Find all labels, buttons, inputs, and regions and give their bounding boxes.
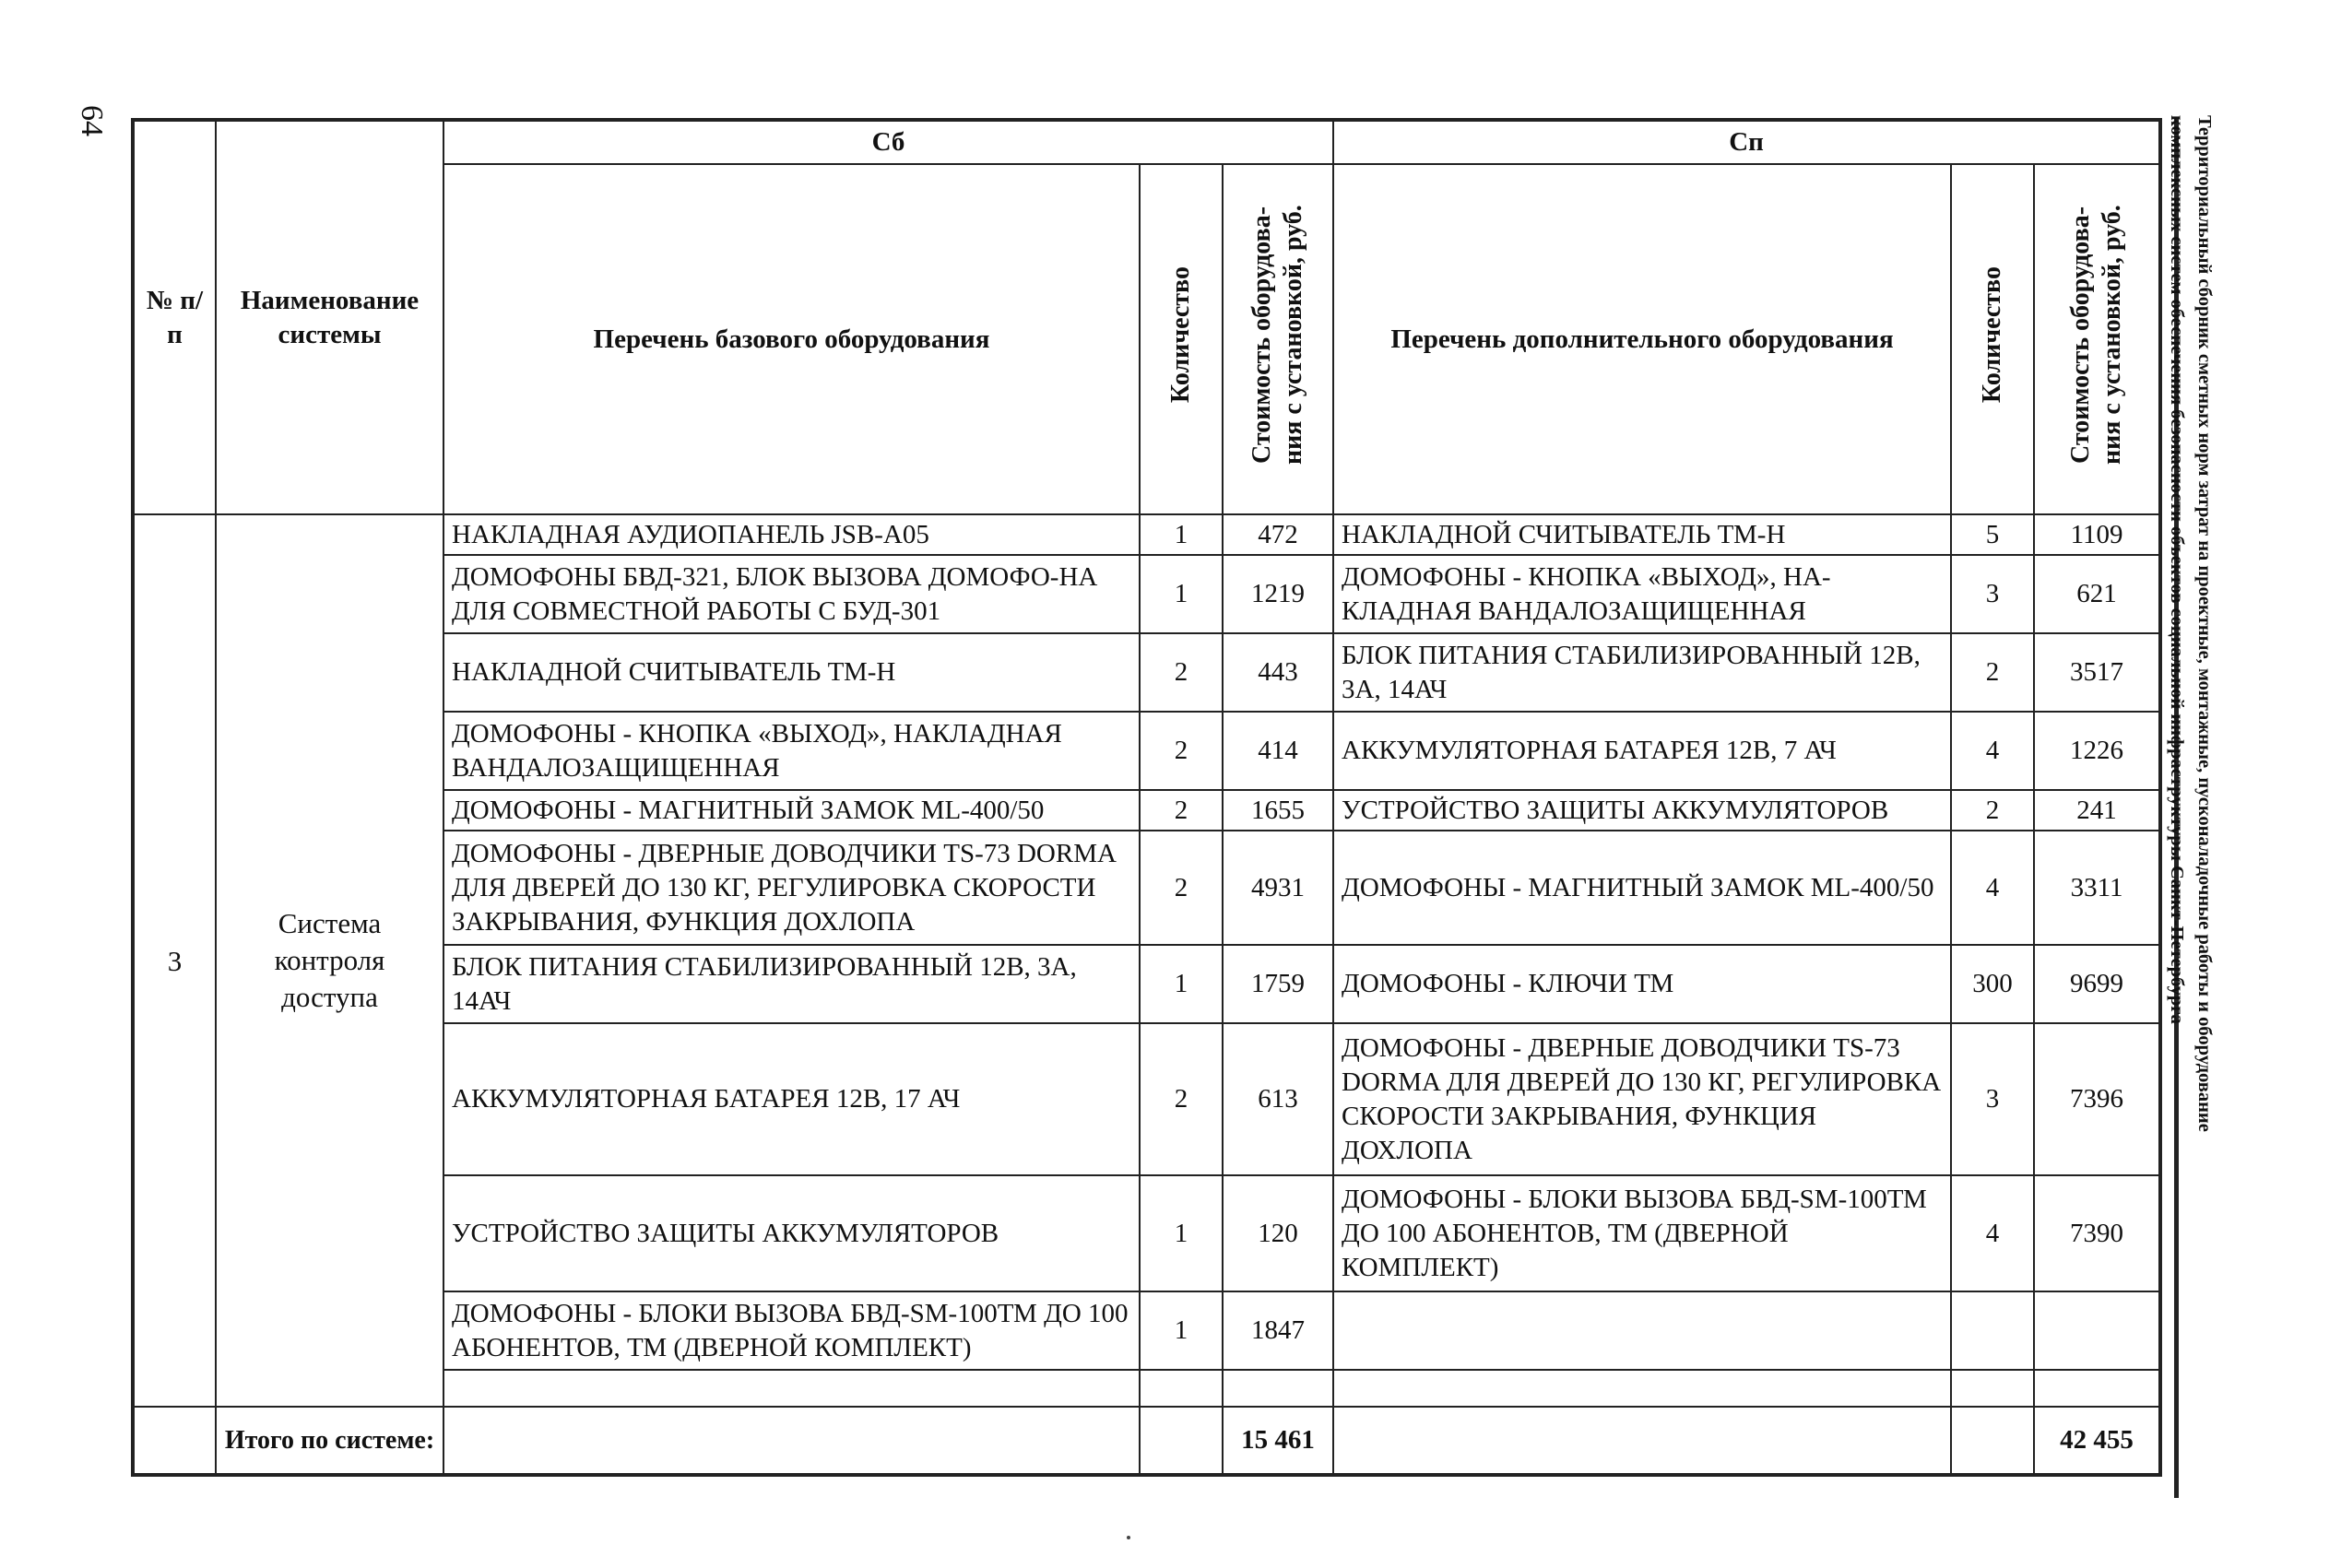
- system-name: Система контроля доступа: [216, 514, 443, 1407]
- base-item: ДОМОФОНЫ БВД-321, БЛОК ВЫЗОВА ДОМОФО-НА ДЛЯ СОВМЕСТНОЙ РАБОТЫ С БУД-301: [443, 555, 1140, 633]
- extra-item: ДОМОФОНЫ - МАГНИТНЫЙ ЗАМОК ML-400/50: [1333, 831, 1951, 945]
- extra-cost: 9699: [2034, 945, 2160, 1023]
- extra-item: БЛОК ПИТАНИЯ СТАБИЛИЗИРОВАННЫЙ 12В, 3А, 14АЧ: [1333, 633, 1951, 712]
- extra-cost: 1109: [2034, 514, 2160, 555]
- side-title-line1: Территориальный сборник сметных норм затрат на проектные, монтажные, пусконаладочные работы и оборудование: [2194, 115, 2215, 1132]
- base-qty: 2: [1140, 633, 1223, 712]
- header-qty2: [1951, 164, 2034, 514]
- extra-cost: 621: [2034, 555, 2160, 633]
- base-cost: 120: [1223, 1175, 1333, 1291]
- base-cost: 472: [1223, 514, 1333, 555]
- empty-cell: [1951, 1407, 2034, 1475]
- side-title: [2167, 115, 2260, 1415]
- extra-item: УСТРОЙСТВО ЗАЩИТЫ АККУМУЛЯТОРОВ: [1333, 790, 1951, 831]
- total-label: Итого по системе:: [216, 1407, 443, 1475]
- base-qty: 2: [1140, 831, 1223, 945]
- empty-cell: [443, 1370, 1140, 1407]
- extra-cost: 241: [2034, 790, 2160, 831]
- base-qty: 2: [1140, 790, 1223, 831]
- equipment-table: [131, 118, 2162, 1477]
- header-num: № п/п: [133, 120, 216, 514]
- base-cost: 414: [1223, 712, 1333, 790]
- base-cost: 1219: [1223, 555, 1333, 633]
- extra-cost: 3517: [2034, 633, 2160, 712]
- extra-qty: 300: [1951, 945, 2034, 1023]
- base-item: НАКЛАДНАЯ АУДИОПАНЕЛЬ JSB-A05: [443, 514, 1140, 555]
- extra-item: ДОМОФОНЫ - БЛОКИ ВЫЗОВА БВД-SM-100ТМ ДО 100 АБОНЕНТОВ, ТМ (ДВЕРНОЙ КОМПЛЕКТ): [1333, 1175, 1951, 1291]
- extra-qty: 2: [1951, 790, 2034, 831]
- extra-qty: 3: [1951, 555, 2034, 633]
- empty-cell: [133, 1407, 216, 1475]
- header-cost2: [2034, 164, 2160, 514]
- base-cost: 443: [1223, 633, 1333, 712]
- base-item: НАКЛАДНОЙ СЧИТЫВАТЕЛЬ ТМ-Н: [443, 633, 1140, 712]
- base-qty: 1: [1140, 555, 1223, 633]
- empty-cell: [1140, 1370, 1223, 1407]
- extra-cost: 7390: [2034, 1175, 2160, 1291]
- empty-cell: [1333, 1407, 1951, 1475]
- header-base-list: Перечень базового оборудования: [443, 164, 1140, 514]
- base-cost: 1655: [1223, 790, 1333, 831]
- base-qty: 1: [1140, 514, 1223, 555]
- empty-cell: [1223, 1370, 1333, 1407]
- header-qty-text: Количество: [1166, 265, 1195, 404]
- empty-cell: [443, 1407, 1140, 1475]
- base-item: ДОМОФОНЫ - МАГНИТНЫЙ ЗАМОК ML-400/50: [443, 790, 1140, 831]
- extra-cost: 1226: [2034, 712, 2160, 790]
- extra-item: АККУМУЛЯТОРНАЯ БАТАРЕЯ 12В, 7 АЧ: [1333, 712, 1951, 790]
- base-item: АККУМУЛЯТОРНАЯ БАТАРЕЯ 12В, 17 АЧ: [443, 1023, 1140, 1175]
- total-extra: 42 455: [2034, 1407, 2160, 1475]
- header-cost: [1223, 164, 1333, 514]
- extra-qty: [1951, 1291, 2034, 1370]
- extra-qty: 2: [1951, 633, 2034, 712]
- empty-cell: [1140, 1407, 1223, 1475]
- total-base: 15 461: [1223, 1407, 1333, 1475]
- extra-qty: 5: [1951, 514, 2034, 555]
- header-group-base: Сб: [443, 120, 1333, 164]
- base-item: ДОМОФОНЫ - КНОПКА «ВЫХОД», НАКЛАДНАЯ ВАНДАЛОЗАЩИЩЕННАЯ: [443, 712, 1140, 790]
- base-qty: 1: [1140, 945, 1223, 1023]
- base-item: ДОМОФОНЫ - БЛОКИ ВЫЗОВА БВД-SM-100ТМ ДО 100 АБОНЕНТОВ, ТМ (ДВЕРНОЙ КОМПЛЕКТ): [443, 1291, 1140, 1370]
- base-item: БЛОК ПИТАНИЯ СТАБИЛИЗИРОВАННЫЙ 12В, 3А, 14АЧ: [443, 945, 1140, 1023]
- base-item: ДОМОФОНЫ - ДВЕРНЫЕ ДОВОДЧИКИ TS-73 DORMA ДЛЯ ДВЕРЕЙ ДО 130 КГ, РЕГУЛИРОВКА СКОРОСТИ ЗАКРЫВАНИЯ, ФУНКЦИЯ ДОХЛОПА: [443, 831, 1140, 945]
- page-number: 64: [75, 105, 109, 136]
- base-qty: 1: [1140, 1291, 1223, 1370]
- extra-qty: 4: [1951, 831, 2034, 945]
- extra-item: НАКЛАДНОЙ СЧИТЫВАТЕЛЬ ТМ-Н: [1333, 514, 1951, 555]
- base-qty: 2: [1140, 1023, 1223, 1175]
- header-qty: [1140, 164, 1223, 514]
- empty-cell: [2034, 1370, 2160, 1407]
- extra-qty: 3: [1951, 1023, 2034, 1175]
- header-extra-list: Перечень дополнительного оборудования: [1333, 164, 1951, 514]
- base-cost: 1759: [1223, 945, 1333, 1023]
- scan-speck: [1127, 1536, 1130, 1539]
- row-number: 3: [133, 514, 216, 1407]
- header-cost2-text: Стоимость оборудова- ния с установкой, руб.: [2066, 205, 2127, 465]
- extra-cost: 3311: [2034, 831, 2160, 945]
- base-item: УСТРОЙСТВО ЗАЩИТЫ АККУМУЛЯТОРОВ: [443, 1175, 1140, 1291]
- extra-item: [1333, 1291, 1951, 1370]
- header-group-extra: Сп: [1333, 120, 2160, 164]
- header-qty2-text: Количество: [1978, 265, 2007, 404]
- extra-item: ДОМОФОНЫ - КЛЮЧИ ТМ: [1333, 945, 1951, 1023]
- extra-item: ДОМОФОНЫ - КНОПКА «ВЫХОД», НА-КЛАДНАЯ ВАНДАЛОЗАЩИЩЕННАЯ: [1333, 555, 1951, 633]
- base-qty: 1: [1140, 1175, 1223, 1291]
- header-cost-text: Стоимость оборудова- ния с установкой, руб.: [1247, 205, 1308, 465]
- side-title-line2: комплексных систем обеспечения безопасности объектов социальной инфраструктуры Санкт-Петербурга: [2167, 115, 2187, 1024]
- extra-cost: [2034, 1291, 2160, 1370]
- base-cost: 613: [1223, 1023, 1333, 1175]
- base-cost: 1847: [1223, 1291, 1333, 1370]
- empty-cell: [1951, 1370, 2034, 1407]
- extra-item: ДОМОФОНЫ - ДВЕРНЫЕ ДОВОДЧИКИ TS-73 DORMA ДЛЯ ДВЕРЕЙ ДО 130 КГ, РЕГУЛИРОВКА СКОРОСТИ ЗАКРЫВАНИЯ, ФУНКЦИЯ ДОХЛОПА: [1333, 1023, 1951, 1175]
- extra-qty: 4: [1951, 1175, 2034, 1291]
- extra-qty: 4: [1951, 712, 2034, 790]
- extra-cost: 7396: [2034, 1023, 2160, 1175]
- base-cost: 4931: [1223, 831, 1333, 945]
- header-system-name: Наименование системы: [216, 120, 443, 514]
- base-qty: 2: [1140, 712, 1223, 790]
- empty-cell: [1333, 1370, 1951, 1407]
